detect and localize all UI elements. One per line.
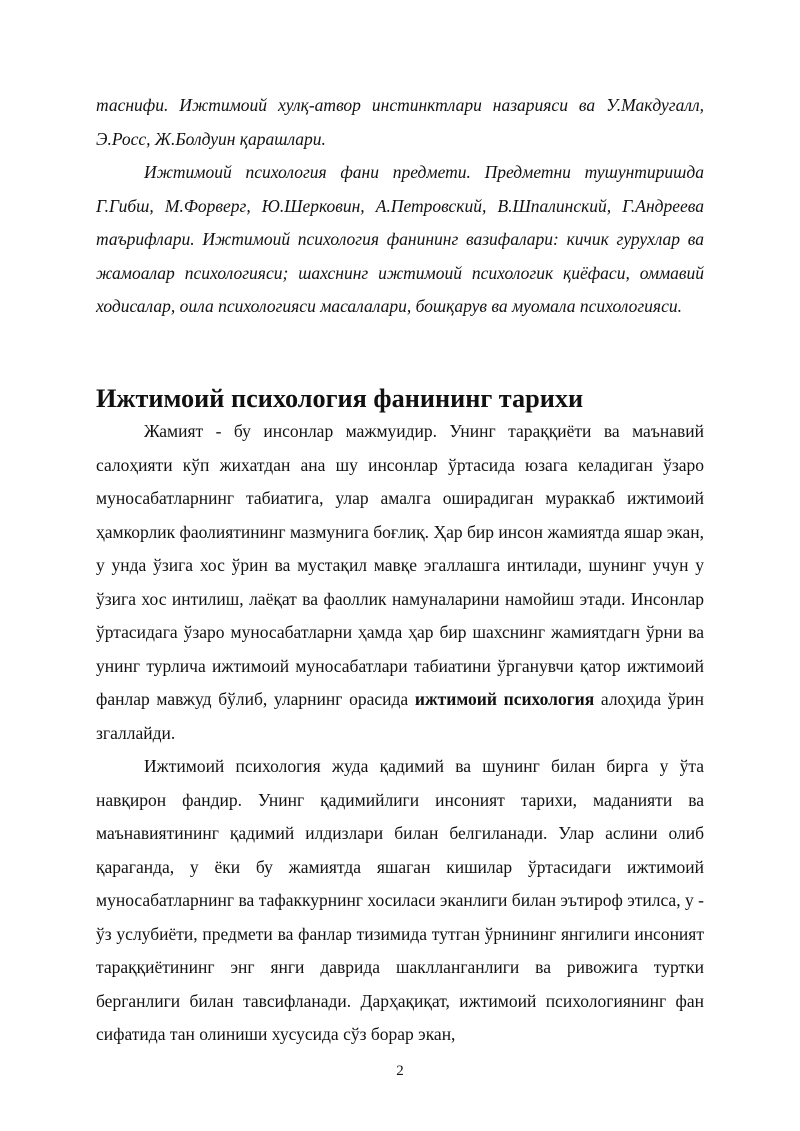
topic-paragraph: Ижтимоий психология фани предмети. Предметни тушунтиришда Г.Гибш, М.Форверг, Ю.Шерковин, А.Петровский, В.Шпалинский, Г.Андреева таърифлари. Ижтимоий психология фанининг вазифалари: кичик гурухлар ва жамоалар психологияси; шахснинг ижтимоий психологик қиёфаси, оммавий ходисалар, оила психологияси масалалари, бошқарув ва муомала психологияси. (96, 162, 704, 316)
body-paragraph (96, 415, 704, 750)
section-body (96, 415, 704, 1052)
body-paragraph: Ижтимоий психология жуда қадимий ва шунинг билан бирга у ўта навқирон фандир. Унинг қадимийлиги инсоният тарихи, маданияти ва маънавиятининг қадимий илдизлари билан белгиланади. Улар аслини олиб қараганда, у ёки бу жамиятда яшаган кишилар ўртасидаги ижтимоий муносабатларнинг ва тафаккурнинг хосиласи эканлиги билан эътироф этилса, у - ўз услубиёти, предмети ва фанлар тизимида тутган ўрнининг янгилиги инсоният тараққиётининг энг янги даврида шаклланганлиги ва ривожига туртки берганлиги билан тавсифланади. Дарҳақиқат, ижтимоий психологиянинг фан сифатида тан олиниши хусусида сўз борар экан, (96, 756, 704, 1044)
emphasized-term: ижтимоий психология (414, 689, 595, 709)
topic-paragraph: таснифи. Ижтимоий хулқ-атвор инстинктлари назарияси ва У.Макдугалл, Э.Росс, Ж.Болдуин қарашлари. (96, 95, 704, 149)
course-topics-block (96, 89, 704, 324)
page-number: 2 (396, 1063, 404, 1079)
paragraph-text: Жамият - бу инсонлар мажмуидир. Унинг тараққиёти ва маънавий салоҳияти кўп жихатдан ана шу инсонлар ўртасида юзага келадиган ўзаро муносабатларнинг табиатига, улар амалга оширадиган мураккаб ижтимоий ҳамкорлик фаолиятининг мазмунига боғлиқ. Ҳар бир инсон жамиятда яшар экан, у унда ўзига хос ўрин ва мустақил мавқе эгаллашга интилади, шунинг учун у ўзига хос интилиш, лаёқат ва фаоллик намуналарини намойиш этади. Инсонлар ўртасидага ўзаро муносабатларни ҳамда ҳар бир шахснинг жамиятдагн ўрни ва унинг турлича ижтимоий муносабатлари табиатини ўрганувчи қатор ижтимоий фанлар мавжуд бўлиб, уларнинг орасида (96, 421, 704, 709)
section-heading: Ижтимоий психология фанининг тарихи (96, 384, 584, 413)
paragraph-text: алоҳида ўрин згаллайди. (96, 689, 705, 743)
